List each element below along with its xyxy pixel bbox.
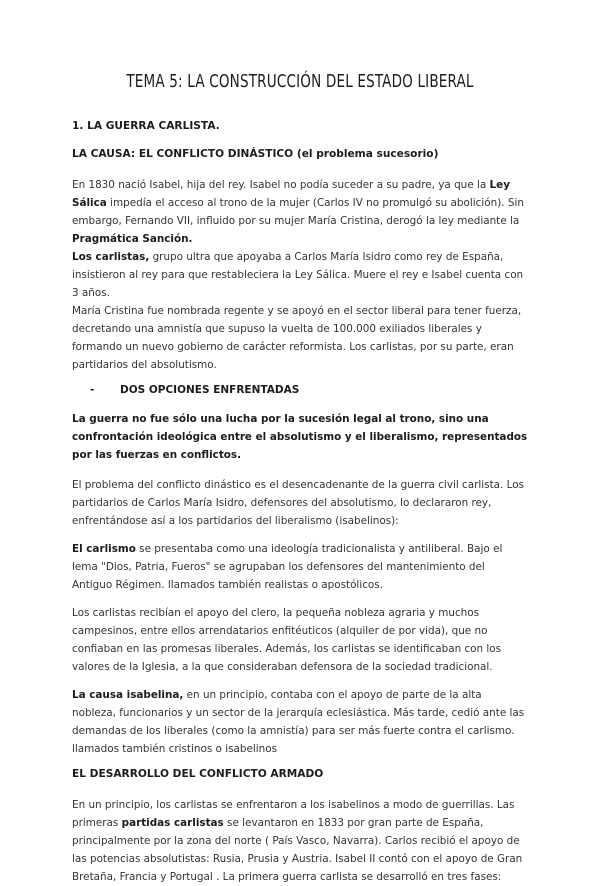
text: se presentaba como una ideología tradicionalista y antiliberal. Bajo el lema "Dios, Patria, Fueros" se agrupaban los defensores del mantenimiento del Antiguo Régimen. llamados también realistas o apostólicos. [72,543,503,591]
ley-salica: Ley Sálica [72,179,510,209]
text: impedía el acceso al trono de la mujer (Carlos IV no promulgó su abolición). Sin embargo, Fernando VII, influido por su mujer María Cristina, derogó la ley mediante la [72,197,524,227]
text: se levantaron en 1833 por gran parte de España, principalmente por la zona del norte ( País Vasco, Navarra). Carlos recibió el apoyo de las potencias absolutistas: Rusia, Prusia y Austria. Isabel II contó con el apoyo de Gran Bretaña, Francia y Portugal . La primera guerra carlista se desarrolló en tres fases: [72,817,523,883]
lead-paragraph: La guerra no fue sólo una lucha por la sucesión legal al trono, sino una confrontación ideológica entre el absolutismo y el liberalismo, representados por las fuerzas en conflictos. [72,413,528,461]
paragraph-development [72,796,528,886]
section-heading: 1. LA GUERRA CARLISTA. [72,120,220,132]
bullet-text: DOS OPCIONES ENFRENTADAS [120,384,300,396]
page-title: TEMA 5: LA CONSTRUCCIÓN DEL ESTADO LIBERAL [126,72,474,92]
paragraph-carlismo [72,540,528,594]
paragraph-support: Los carlistas recibían el apoyo del clero, la pequeña nobleza agraria y muchos campesinos, entre ellos arrendatarios enfitéuticos (alquiler de por vida), que no confiaban en las promesas liberales. Además, los carlistas se identificaban con los valores de la Iglesia, a la que consideraban defensora de la sociedad tradicional. [72,607,502,673]
text: En un principio, los carlistas se enfrentaron a los isabelinos a modo de guerrillas. Las primeras [72,799,515,829]
el-carlismo: El carlismo [72,543,136,555]
text: En 1830 nació Isabel, hija del rey. Isabel no podía suceder a su padre, ya que la [72,179,490,191]
development-heading: EL DESARROLLO DEL CONFLICTO ARMADO [72,768,324,780]
la-causa-isabelina: La causa isabelina, [72,689,184,701]
cause-heading: LA CAUSA: EL CONFLICTO DINÁSTICO (el problema sucesorio) [72,148,439,160]
paragraph-regency: María Cristina fue nombrada regente y se apoyó en el sector liberal para tener fuerza, decretando una amnistía que supuso la vuelta de 100.000 exiliados liberales y formando un nuevo gobierno de carácter reformista. Los carlistas, por su parte, eran partidarios del absolutismo. [72,305,522,371]
paragraph-isabelina [72,686,528,758]
text: grupo ultra que apoyaba a Carlos María Isidro como rey de España, insistieron al rey para que restableciera la Ley Sálica. Muere el rey e Isabel cuenta con 3 años. [72,251,524,299]
partidas-carlistas: partidas carlistas [121,817,224,829]
los-carlistas: Los carlistas, [72,251,150,263]
dash: - [90,384,95,396]
bullet-item [90,384,528,396]
paragraph-cause [72,176,528,302]
pragmatica-sancion: Pragmática Sanción. [72,233,193,245]
paragraph-conflict: El problema del conflicto dinástico es el desencadenante de la guerra civil carlista. Los partidarios de Carlos María Isidro, defensores del absolutismo, lo declararon rey, enfrentándose así a los partidarios del liberalismo (isabelinos): [72,479,525,527]
text: en un principio, contaba con el apoyo de parte de la alta nobleza, funcionarios y un sector de la jerarquía eclesiástica. Más tarde, cedió ante las demandas de los liberales (como la amnistía) para ser más fuerte contra el carlismo. llamados también cristinos o isabelinos [72,689,525,755]
